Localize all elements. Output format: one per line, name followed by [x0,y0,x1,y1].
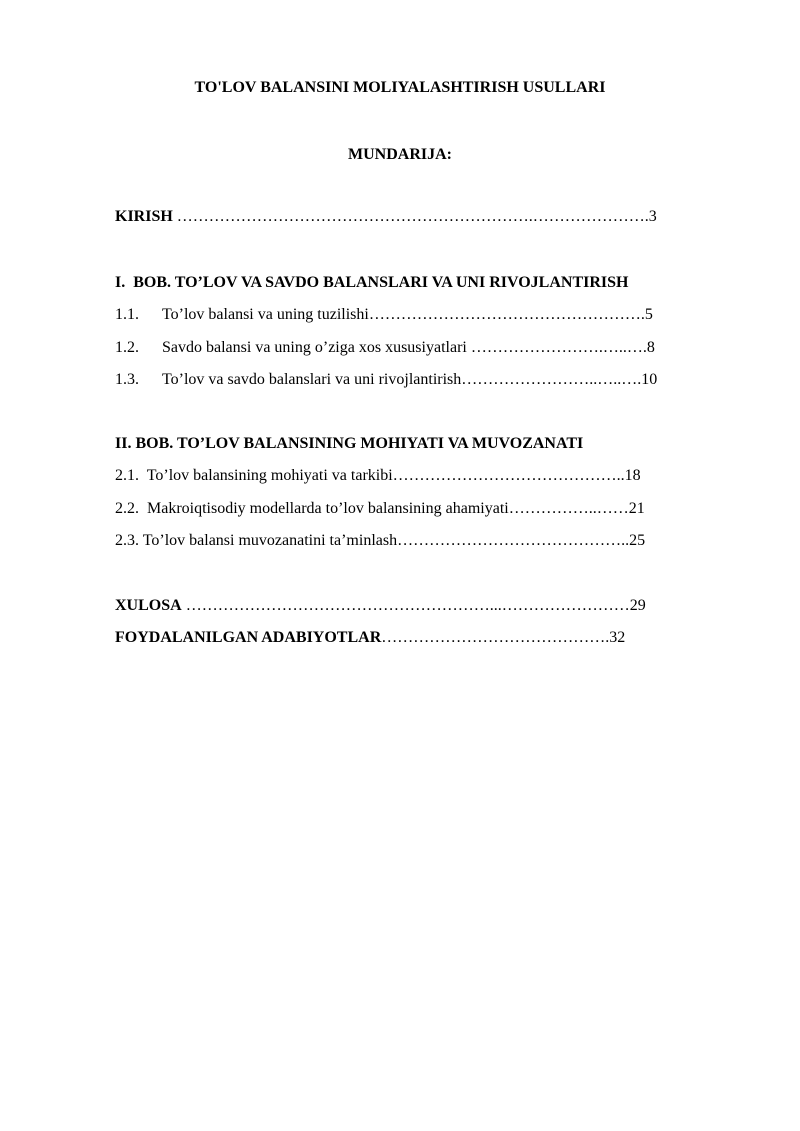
toc-entry-number: 1.3. [115,371,139,388]
toc-heading: MUNDARIJA: [348,146,452,163]
toc-leader: …………………………………….. [397,532,630,549]
toc-entry-label: XULOSA [115,597,182,614]
toc-entry-2-2[interactable] [115,499,645,519]
toc-leader: …………………….…..…. [470,339,647,356]
toc-entry-text: To’lov balansi va uning tuzilishi [162,306,369,323]
toc-entry-references[interactable] [115,628,625,648]
toc-entry-number: 2.2. [115,500,147,517]
toc-leader: ……………..…… [508,500,629,517]
toc-entry-number: 2.1. [115,467,147,484]
document-title: TO'LOV BALANSINI MOLIYALASHTIRISH USULLARI [194,79,606,96]
toc-page-number: 29 [629,597,646,614]
toc-entry-text: Makroiqtisodiy modellarda to’lov balansining ahamiyati [147,500,509,517]
chapter-2-heading[interactable]: II. BOB. TO’LOV BALANSINING MOHIYATI VA MUVOZANATI [115,435,584,452]
toc-leader: ……………………………………………. [368,306,645,323]
toc-entry-number: 1.2. [115,339,139,356]
toc-leader: …………………………………………………...…………………… [181,597,630,614]
toc-entry-number: 1.1. [115,306,139,323]
toc-entry-intro[interactable] [115,207,657,227]
toc-leader: ……………………………………. [381,629,610,646]
toc-page-number: 18 [624,467,641,484]
toc-entry-number: 2.3. [115,532,143,549]
toc-page-number: 10 [641,371,658,388]
chapter-1-heading[interactable]: I. BOB. TO’LOV VA SAVDO BALANSLARI VA UNI RIVOJLANTIRISH [115,274,629,291]
toc-entry-text: To’lov va savdo balanslari va uni rivojlantirish [162,371,462,388]
toc-entry-label: KIRISH [115,208,173,225]
toc-entry-2-3[interactable] [115,531,645,551]
toc-entry-text: Savdo balansi va uning o’ziga xos xususiyatlari [162,339,471,356]
toc-page-number: 3 [648,208,657,225]
toc-entry-2-1[interactable] [115,466,641,486]
toc-entry-1-1[interactable] [115,305,653,325]
toc-page-number: 5 [644,306,653,323]
toc-page-number: 21 [628,500,645,517]
toc-entry-conclusion[interactable] [115,596,646,616]
toc-entry-label: FOYDALANILGAN ADABIYOTLAR [115,629,382,646]
toc-leader: ……………………..…..…. [461,371,642,388]
toc-entry-text: To’lov balansining mohiyati va tarkibi [146,467,393,484]
toc-page-number: 32 [609,629,626,646]
toc-page-number: 8 [646,339,655,356]
toc-entry-1-2[interactable] [115,338,655,358]
toc-leader: ………………………………………………………….…………………. [172,208,649,225]
toc-entry-text: To’lov balansi muvozanatini ta’minlash [142,532,398,549]
toc-entry-1-3[interactable] [115,370,657,390]
toc-page-number: 25 [629,532,646,549]
toc-leader: …………………………………….. [392,467,625,484]
